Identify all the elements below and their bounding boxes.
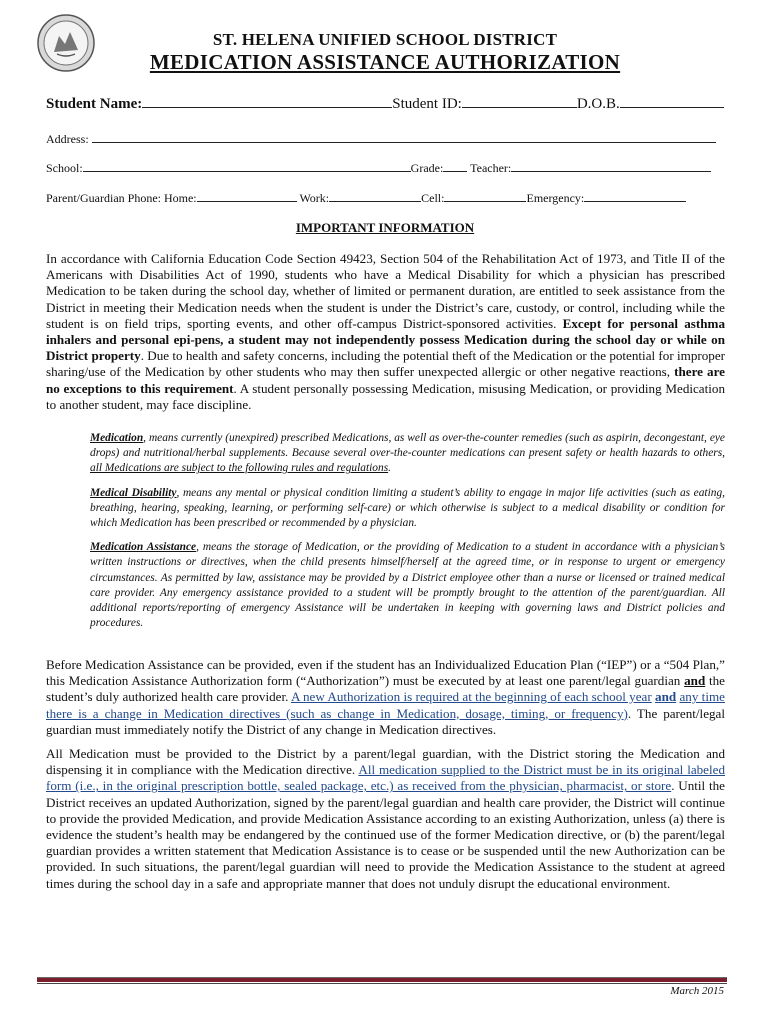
definition-medical-disability — [90, 486, 725, 532]
address-label: Address: — [46, 132, 89, 146]
disability-term: Medical Disability — [90, 486, 177, 499]
emergency-phone-field[interactable] — [584, 189, 686, 202]
student-name-field[interactable] — [142, 95, 392, 108]
district-name: ST. HELENA UNIFIED SCHOOL DISTRICT — [212, 30, 558, 49]
intro-paragraph — [46, 251, 725, 413]
intro-text-3: . A student personally possessing Medication, misusing Medication, or providing Medication to another student, may face discipline. — [46, 380, 725, 412]
before-text-1: Before Medication Assistance can be provided, even if the student has an Individualized Education Plan (“IEP”) or a “504 Plan,” this Medication Assistance Authorization form (“Authorization”) must be executed by at least one parent/legal guardian — [46, 657, 725, 689]
definitions-block — [90, 431, 725, 640]
cell-phone-label: Cell: — [421, 191, 445, 205]
revision-date: March 2015 — [670, 985, 724, 997]
before-and-1: and — [684, 673, 706, 689]
teacher-field[interactable] — [511, 159, 711, 172]
intro-bold-2: there are no exceptions to this requirement — [46, 364, 725, 396]
intro-text-1: In accordance with California Education Code Section 49423, Section 504 of the Rehabilitation Act of 1973, and Title II of the Americans with Disabilities Act of 1990, students who have a Medical Disability for which a physician has prescribed Medication to be taken during the school day, whether of limited or permanent duration, are entitled to seek assistance from the District in meeting their Medication needs when the student is under the District’s care, custody, or control, including while the student is on field trips, sporting events, and other off-campus District-sponsored activities. — [46, 251, 725, 331]
phone-row — [46, 189, 724, 206]
grade-field[interactable] — [443, 159, 467, 172]
definition-medication — [90, 431, 725, 477]
home-phone-field[interactable] — [197, 189, 297, 202]
all-medication-paragraph — [46, 746, 725, 892]
dob-field[interactable] — [620, 95, 724, 108]
medication-end: . — [388, 462, 391, 475]
address-row — [46, 130, 724, 147]
original-label-note: All medication supplied to the District must be in its original labeled form (i.e., in the original prescription bottle, sealed package, etc.) as received from the physician, pharmacist, or store — [46, 762, 725, 794]
intro-bold-1: Except for personal asthma inhalers and personal epi-pens, a student may not independently possess Medication during the school day or while on District property — [46, 315, 725, 364]
student-info-row — [46, 95, 724, 113]
assistance-term: Medication Assistance — [90, 541, 197, 554]
assistance-definition: , means the storage of Medication, or the providing of Medication to a student in accordance with a physician’s written instructions or directives, when the child presents himself/herself at the agreed time, or in response to urgent or emergency circumstances. As permitted by law, assistance may be provided by a District employee other than a nurse or licensed or trained medical care provider. Any emergency assistance provided to a student will be promptly brought to the attention of the parent/guardian. All additional reports/reporting of emergency Assistance will be undertaken in keeping with governing laws and District policies and procedures. — [90, 541, 725, 630]
before-paragraph — [46, 657, 725, 738]
grade-label: Grade: — [410, 161, 444, 175]
work-phone-field[interactable] — [329, 189, 421, 202]
home-phone-label: Parent/Guardian Phone: Home: — [46, 191, 197, 205]
definition-medication-assistance — [90, 540, 725, 631]
cell-phone-field[interactable] — [444, 189, 526, 202]
medication-rules-note: all Medications are subject to the following rules and regulations — [90, 462, 389, 475]
student-name-label: Student Name: — [46, 96, 143, 112]
all-med-text-2: . Until the District receives an updated Authorization, signed by the parent/legal guardian and health care provider, the District will continue to provide the provided Medication, and provide Medication Assistance according to an existing Authorization, unless (a) there is evidence the student’s health may be endangered by the continued use of the former Medication directive, or (b) the parent/legal guardian provides a written statement that Medication Assistance is to cease or be suspended until the new Authorization can be provided. In such situations, the parent/legal guardian will need to provide the Medication Assistance to the student at agreed times during the school day in a safe and appropriate manner that does not unduly disrupt the educational environment. — [46, 778, 725, 891]
before-text-2: the student’s duly authorized health care provider. — [46, 673, 725, 705]
footer-rule — [37, 977, 727, 982]
address-field[interactable] — [92, 130, 716, 143]
student-id-label: Student ID: — [392, 96, 462, 112]
before-text-3: . The parent/legal guardian must immediately notify the District of any change in Medication directives. — [46, 705, 725, 737]
teacher-label: Teacher: — [470, 161, 512, 175]
dob-label: D.O.B. — [576, 96, 620, 112]
important-heading: IMPORTANT INFORMATION — [295, 220, 475, 235]
medication-term: Medication — [90, 432, 144, 444]
disability-definition: , means any mental or physical condition limiting a student’s ability to engage in major life activities (such as eating, breathing, hearing, speaking, learning, or performing self-care) or which otherwise is subject to a medical disability or condition for which Medication has been prescribed or recommended by a physician. — [90, 486, 725, 530]
school-field[interactable] — [83, 159, 411, 172]
before-and-2: and — [655, 689, 677, 705]
directive-change-note: any time there is a change in Medication directives (such as change in Medication, dosage, timing, or frequency) — [46, 689, 725, 721]
all-med-text-1: All Medication must be provided to the District by a parent/legal guardian, with the District storing the Medication and dispensing it in compliance with the Medication directive. — [46, 746, 725, 778]
intro-text-2: . Due to health and safety concerns, including the potential theft of the Medication or the potential for improper sharing/use of the Medication by other students who may then suffer unexpected allergic or other negative reactions, — [46, 348, 725, 380]
school-label: School: — [46, 161, 83, 175]
form-title: MEDICATION ASSISTANCE AUTHORIZATION — [149, 50, 621, 74]
medication-definition: , means currently (unexpired) prescribed Medications, as well as over-the-counter remedies (such as aspirin, decongestant, eye drops) and nutritional/herbal supplements. Because several over-the-counter medications can present safety or health hazards to others, — [90, 432, 725, 460]
emergency-phone-label: Emergency: — [526, 191, 585, 205]
work-phone-label: Work: — [299, 191, 330, 205]
authorization-renewal-note: A new Authorization is required at the beginning of each school year — [290, 689, 652, 705]
school-row — [46, 159, 724, 176]
footer-rule-thin — [37, 983, 727, 984]
student-id-field[interactable] — [462, 95, 577, 108]
